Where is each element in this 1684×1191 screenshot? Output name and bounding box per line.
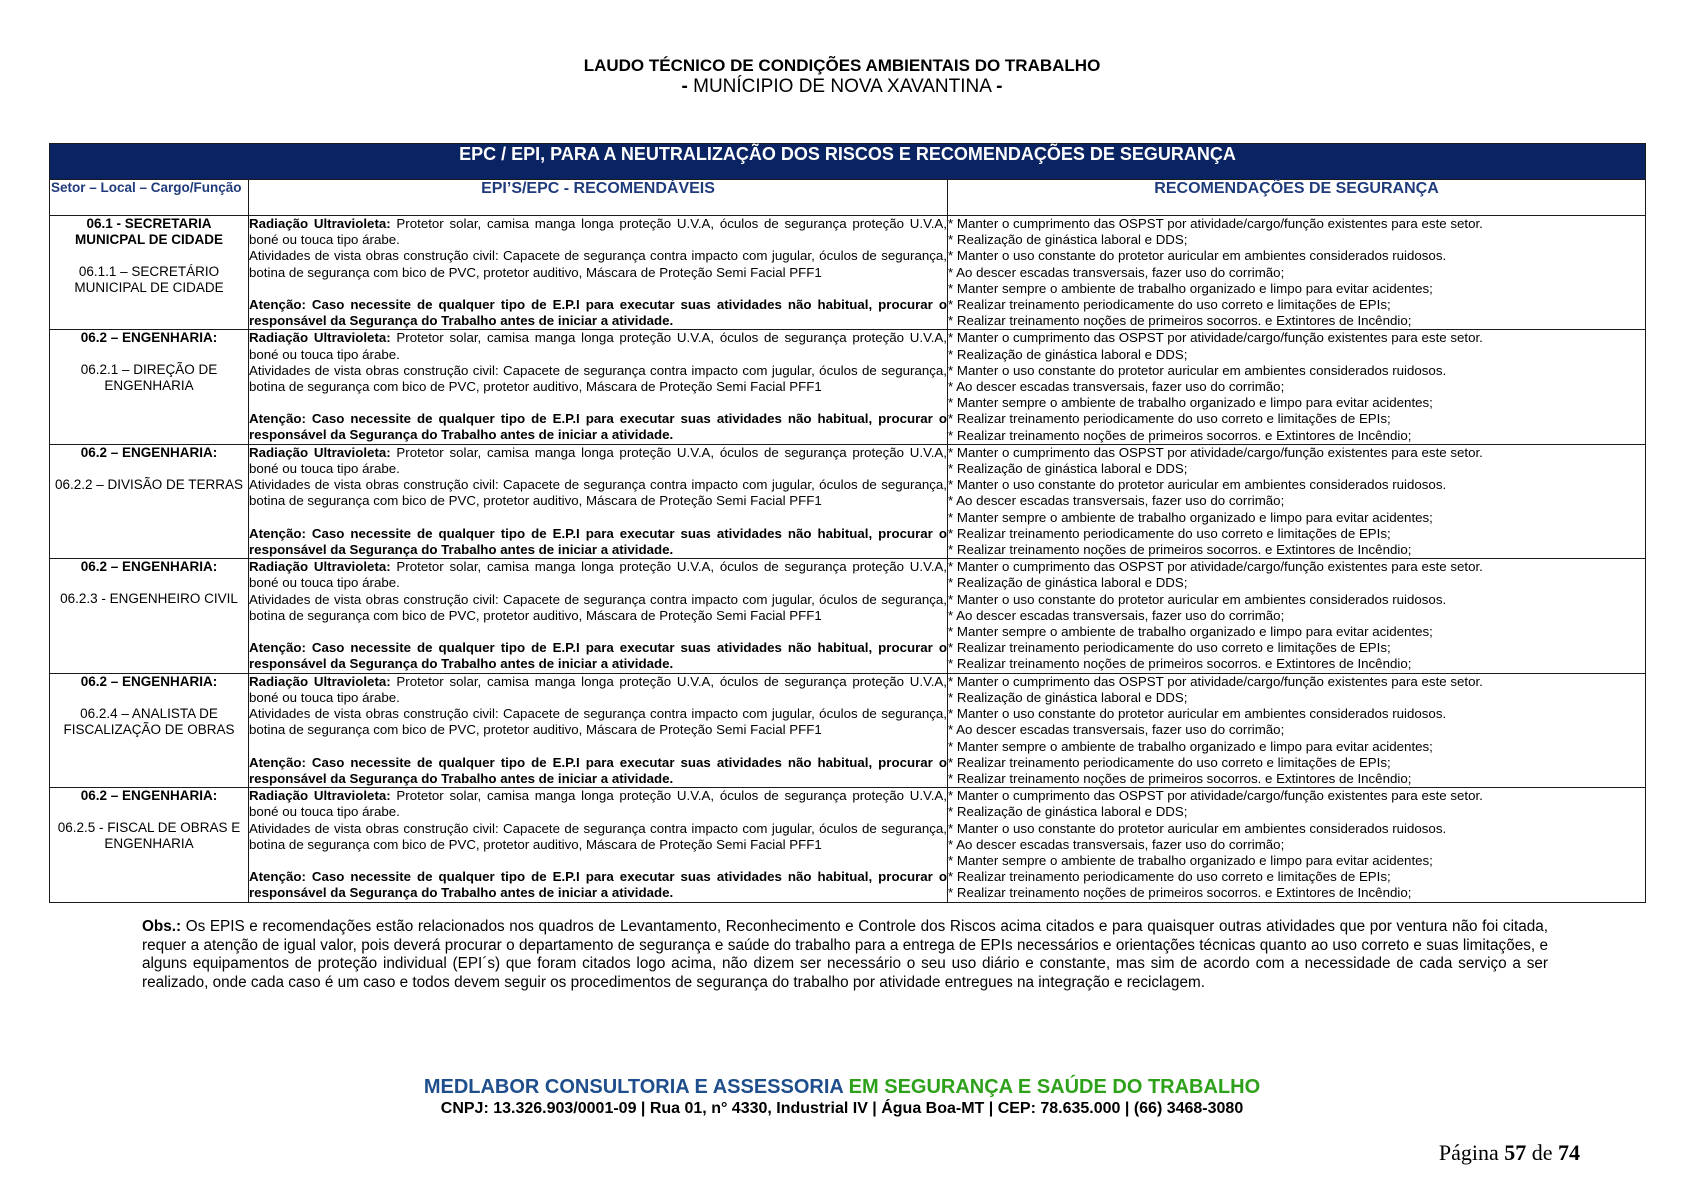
recommendation-item: * Manter o uso constante do protetor auricular em ambientes considerados ruidosos. [948,591,1447,607]
epi-uv-text [249,788,947,820]
epi-uv-items: Protetor solar, camisa manga longa proteção U.V.A, óculos de segurança proteção U.V.A, boné ou touca tipo árabe. [249,216,947,248]
epi-uv-text [249,216,947,248]
recommendation-item: * Ao descer escadas transversais, fazer uso do corrimão; [948,836,1285,852]
observation-note [142,918,1548,992]
epi-warning-text: Atenção: Caso necessite de qualquer tipo de E.P.I para executar suas atividades não habitual, procurar o responsável da Segurança do Trabalho antes de iniciar a atividade. [249,296,947,329]
epi-uv-text [249,674,947,706]
epi-uv-label: Radiação Ultravioleta: [249,216,391,231]
recommendation-item: * Manter o uso constante do protetor auricular em ambientes considerados ruidosos. [948,362,1447,378]
recommendation-item: * Realização de ginástica laboral e DDS; [948,346,1188,362]
epi-spacer [249,510,947,526]
epi-construction-text: Atividades de vista obras construção civil: Capacete de segurança contra impacto com jugular, óculos de segurança, botina de segurança com bico de PVC, protetor auditivo, Máscara de Proteção Semi Facial PFF1 [249,591,947,623]
municipality-name: MUNÍCIPIO DE NOVA XAVANTINA [687,76,997,97]
recommendation-item: * Realização de ginástica laboral e DDS; [948,461,1188,477]
epi-uv-label: Radiação Ultravioleta: [249,559,391,575]
recommendation-item: * Manter o cumprimento das OSPST por atividade/cargo/função existentes para este setor. [948,444,1483,460]
epi-uv-items: Protetor solar, camisa manga longa proteção U.V.A, óculos de segurança proteção U.V.A, boné ou touca tipo árabe. [249,444,947,477]
epi-warning-text: Atenção: Caso necessite de qualquer tipo de E.P.I para executar suas atividades não habitual, procurar o responsável da Segurança do Trabalho antes de iniciar a atividade. [249,640,947,672]
epi-warning-text: Atenção: Caso necessite de qualquer tipo de E.P.I para executar suas atividades não habitual, procurar o responsável da Segurança do Trabalho antes de iniciar a atividade. [249,754,947,786]
page-current: 57 [1504,1140,1527,1165]
company-name-green: EM SEGURANÇA E SAÚDE DO TRABALHO [843,1076,1261,1098]
epi-uv-text [249,445,947,477]
page-footer [0,1075,1684,1119]
section-name: 06.2 – ENGENHARIA: [80,330,218,346]
epi-spacer [249,395,947,411]
epi-warning-text: Atenção: Caso necessite de qualquer tipo de E.P.I para executar suas atividades não habitual, procurar o responsável da Segurança do Trabalho antes de iniciar a atividade. [249,868,947,901]
epi-uv-text [249,559,947,591]
recommendation-item: * Realizar treinamento noções de primeiros socorros. e Extintores de Incêndio; [948,656,1412,672]
recommendation-item: * Realizar treinamento periodicamente do uso correto e limitações de EPIs; [948,525,1391,541]
setor-cell [50,330,249,444]
company-name-blue: MEDLABOR CONSULTORIA E ASSESSORIA [423,1076,844,1098]
column-header-recommendations: RECOMENDAÇÕES DE SEGURANÇA [948,180,1646,216]
epi-cell [249,673,948,787]
section-name: 06.2 – ENGENHARIA: [80,788,218,804]
epi-spacer [249,739,947,755]
epi-warning-text: Atenção: Caso necessite de qualquer tipo de E.P.I para executar suas atividades não habitual, procurar o responsável da Segurança do Trabalho antes de iniciar a atividade. [249,411,947,443]
epi-spacer [249,624,947,640]
section-name: 06.2 – ENGENHARIA: [80,559,218,575]
page-prefix: Página [1438,1140,1505,1165]
recommendation-item: * Realizar treinamento noções de primeiros socorros. e Extintores de Incêndio; [948,885,1412,901]
recommendation-item: * Manter o cumprimento das OSPST por atividade/cargo/função existentes para este setor. [948,673,1483,689]
table-row [50,559,1646,673]
page-number [1380,1140,1580,1166]
recommendation-item: * Realizar treinamento periodicamente do uso correto e limitações de EPIs; [948,640,1391,656]
recommendation-item: * Manter sempre o ambiente de trabalho organizado e limpo para evitar acidentes; [948,280,1433,296]
epi-uv-label: Radiação Ultravioleta: [249,788,391,804]
epi-cell [249,788,948,902]
cargo-name: 06.2.3 - ENGENHEIRO CIVIL [60,591,238,607]
recommendations-cell [948,216,1646,330]
cargo-name: 06.2.2 – DIVISÃO DE TERRAS [54,476,244,492]
section-name: 06.1 - SECRETARIA MUNICPAL DE CIDADE [74,216,223,247]
table-body [50,216,1646,903]
recommendation-item: * Manter sempre o ambiente de trabalho organizado e limpo para evitar acidentes; [948,738,1433,754]
setor-cell [50,444,249,558]
setor-cell [50,788,249,902]
epi-uv-items: Protetor solar, camisa manga longa proteção U.V.A, óculos de segurança proteção U.V.A, boné ou touca tipo árabe. [249,673,947,705]
epi-cell [249,330,948,444]
recommendation-item: * Realização de ginástica laboral e DDS; [948,575,1188,591]
cargo-name: 06.2.5 - FISCAL DE OBRAS E ENGENHARIA [57,820,241,852]
recommendation-item: * Realização de ginástica laboral e DDS; [948,804,1188,820]
setor-cell [50,559,249,673]
cargo-name: 06.1.1 – SECRETÁRIO MUNICIPAL DE CIDADE [74,264,224,295]
company-name [0,1075,1684,1099]
recommendation-item: * Manter o uso constante do protetor auricular em ambientes considerados ruidosos. [948,706,1447,722]
setor-cell [50,216,249,330]
table-row [50,788,1646,902]
recommendations-cell [948,673,1646,787]
section-name: 06.2 – ENGENHARIA: [80,444,218,460]
recommendation-item: * Manter o cumprimento das OSPST por atividade/cargo/função existentes para este setor. [948,788,1483,804]
epi-uv-label: Radiação Ultravioleta: [249,330,391,346]
page-middle: de [1526,1140,1558,1165]
recommendation-item: * Realização de ginástica laboral e DDS; [948,232,1188,248]
table-row [50,673,1646,787]
recommendation-item: * Manter sempre o ambiente de trabalho organizado e limpo para evitar acidentes; [948,395,1433,411]
recommendation-item: * Ao descer escadas transversais, fazer uso do corrimão; [948,379,1285,395]
document-title: LAUDO TÉCNICO DE CONDIÇÕES AMBIENTAIS DO TRABALHO [583,56,1101,75]
recommendation-item: * Ao descer escadas transversais, fazer uso do corrimão; [948,264,1285,280]
table-band-title: EPC / EPI, PARA A NEUTRALIZAÇÃO DOS RISCOS E RECOMENDAÇÕES DE SEGURANÇA [50,144,1646,180]
table-row [50,330,1646,444]
cargo-name: 06.2.1 – DIREÇÃO DE ENGENHARIA [80,362,218,394]
recommendation-item: * Realizar treinamento noções de primeiros socorros. e Extintores de Incêndio; [948,427,1412,443]
epi-cell [249,559,948,673]
epi-spacer [249,281,947,297]
recommendation-item: * Manter o cumprimento das OSPST por atividade/cargo/função existentes para este setor. [948,559,1483,575]
subtitle-dash-left: - [681,76,688,97]
epi-construction-text: Atividades de vista obras construção civil: Capacete de segurança contra impacto com jugular, óculos de segurança, botina de segurança com bico de PVC, protetor auditivo, Máscara de Proteção Semi Facial PFF1 [249,820,947,852]
table-row [50,216,1646,330]
recommendation-item: * Realizar treinamento noções de primeiros socorros. e Extintores de Incêndio; [948,313,1412,329]
cargo-name: 06.2.4 – ANALISTA DE FISCALIZAÇÃO DE OBRAS [63,705,235,737]
recommendation-item: * Realizar treinamento periodicamente do uso correto e limitações de EPIs; [948,411,1391,427]
recommendation-item: * Realização de ginástica laboral e DDS; [948,689,1188,705]
column-header-epi: EPI’S/EPC - RECOMENDÁVEIS [249,180,948,216]
column-header-setor: Setor – Local – Cargo/Função [50,180,249,216]
recommendation-item: * Manter sempre o ambiente de trabalho organizado e limpo para evitar acidentes; [948,624,1433,640]
section-name: 06.2 – ENGENHARIA: [80,673,218,689]
epi-construction-text: Atividades de vista obras construção civil: Capacete de segurança contra impacto com jugular, óculos de segurança, botina de segurança com bico de PVC, protetor auditivo, Máscara de Proteção Semi Facial PFF1 [249,362,947,395]
epi-uv-items: Protetor solar, camisa manga longa proteção U.V.A, óculos de segurança proteção U.V.A, boné ou touca tipo árabe. [249,559,947,591]
recommendation-item: * Manter o cumprimento das OSPST por atividade/cargo/função existentes para este setor. [948,330,1483,346]
epi-uv-text [249,330,947,362]
table-row [50,444,1646,558]
recommendation-item: * Realizar treinamento noções de primeiros socorros. e Extintores de Incêndio; [948,770,1412,786]
recommendations-cell [948,559,1646,673]
epi-cell [249,216,948,330]
epi-uv-items: Protetor solar, camisa manga longa proteção U.V.A, óculos de segurança proteção U.V.A, boné ou touca tipo árabe. [249,788,947,820]
recommendation-item: * Manter o uso constante do protetor auricular em ambientes considerados ruidosos. [948,248,1447,264]
recommendation-item: * Ao descer escadas transversais, fazer uso do corrimão; [948,607,1285,623]
recommendation-item: * Manter o uso constante do protetor auricular em ambientes considerados ruidosos. [948,820,1447,836]
recommendations-cell [948,788,1646,902]
epi-uv-items: Protetor solar, camisa manga longa proteção U.V.A, óculos de segurança proteção U.V.A, boné ou touca tipo árabe. [249,330,947,362]
recommendation-item: * Manter o uso constante do protetor auricular em ambientes considerados ruidosos. [948,477,1447,493]
subtitle-dash-right: - [996,76,1003,97]
epi-uv-label: Radiação Ultravioleta: [249,444,391,460]
recommendation-item: * Ao descer escadas transversais, fazer uso do corrimão; [948,493,1285,509]
document-subtitle [0,76,1684,98]
recommendation-item: * Manter sempre o ambiente de trabalho organizado e limpo para evitar acidentes; [948,852,1433,868]
observation-label: Obs.: [142,918,182,935]
epi-uv-label: Radiação Ultravioleta: [249,673,391,689]
recommendations-cell [948,444,1646,558]
company-info: CNPJ: 13.326.903/0001-09 | Rua 01, n° 4330, Industrial IV | Água Boa-MT | CEP: 78.635.000 | (66) 3468-3080 [440,1100,1244,1117]
recommendation-item: * Realizar treinamento noções de primeiros socorros. e Extintores de Incêndio; [948,542,1412,558]
document-header [0,56,1684,98]
epi-construction-text: Atividades de vista obras construção civil: Capacete de segurança contra impacto com jugular, óculos de segurança, botina de segurança com bico de PVC, protetor auditivo, Máscara de Proteção Semi Facial PFF1 [249,706,947,738]
recommendations-cell [948,330,1646,444]
epi-construction-text: Atividades de vista obras construção civil: Capacete de segurança contra impacto com jugular, óculos de segurança, botina de segurança com bico de PVC, protetor auditivo, Máscara de Proteção Semi Facial PFF1 [249,248,947,280]
epi-spacer [249,853,947,869]
epi-construction-text: Atividades de vista obras construção civil: Capacete de segurança contra impacto com jugular, óculos de segurança, botina de segurança com bico de PVC, protetor auditivo, Máscara de Proteção Semi Facial PFF1 [249,477,947,509]
recommendation-item: * Realizar treinamento periodicamente do uso correto e limitações de EPIs; [948,754,1391,770]
observation-text: Os EPIS e recomendações estão relacionados nos quadros de Levantamento, Reconhecimento e Controle dos Riscos acima citados e para quaisquer outras atividades que por ventura não foi citada, requer a atenção de igual valor, pois deverá procurar o departamento de segurança e saúde do trabalho para a entrega de EPIs necessários e orientações técnicas quanto ao uso correto e suas limitações, e alguns equipamentos de proteção individual (EPI´s) que foram citados logo acima, não dizem ser necessário o seu uso diário e constante, mas sim de acordo com a necessidade de cada serviço a ser realizado, onde cada caso é um caso e todos devem seguir os procedimentos de segurança do trabalho por atividade entregues na integração e reciclagem. [142,918,1548,991]
recommendation-item: * Manter o cumprimento das OSPST por atividade/cargo/função existentes para este setor. [948,216,1483,231]
epi-warning-text: Atenção: Caso necessite de qualquer tipo de E.P.I para executar suas atividades não habitual, procurar o responsável da Segurança do Trabalho antes de iniciar a atividade. [249,525,947,557]
setor-cell [50,673,249,787]
recommendation-item: * Ao descer escadas transversais, fazer uso do corrimão; [948,722,1285,738]
recommendation-item: * Manter sempre o ambiente de trabalho organizado e limpo para evitar acidentes; [948,509,1433,525]
epi-recommendations-table [49,143,1646,903]
page-total: 74 [1558,1140,1580,1165]
recommendation-item: * Realizar treinamento periodicamente do uso correto e limitações de EPIs; [948,297,1391,313]
recommendation-item: * Realizar treinamento periodicamente do uso correto e limitações de EPIs; [948,869,1391,885]
epi-cell [249,444,948,558]
